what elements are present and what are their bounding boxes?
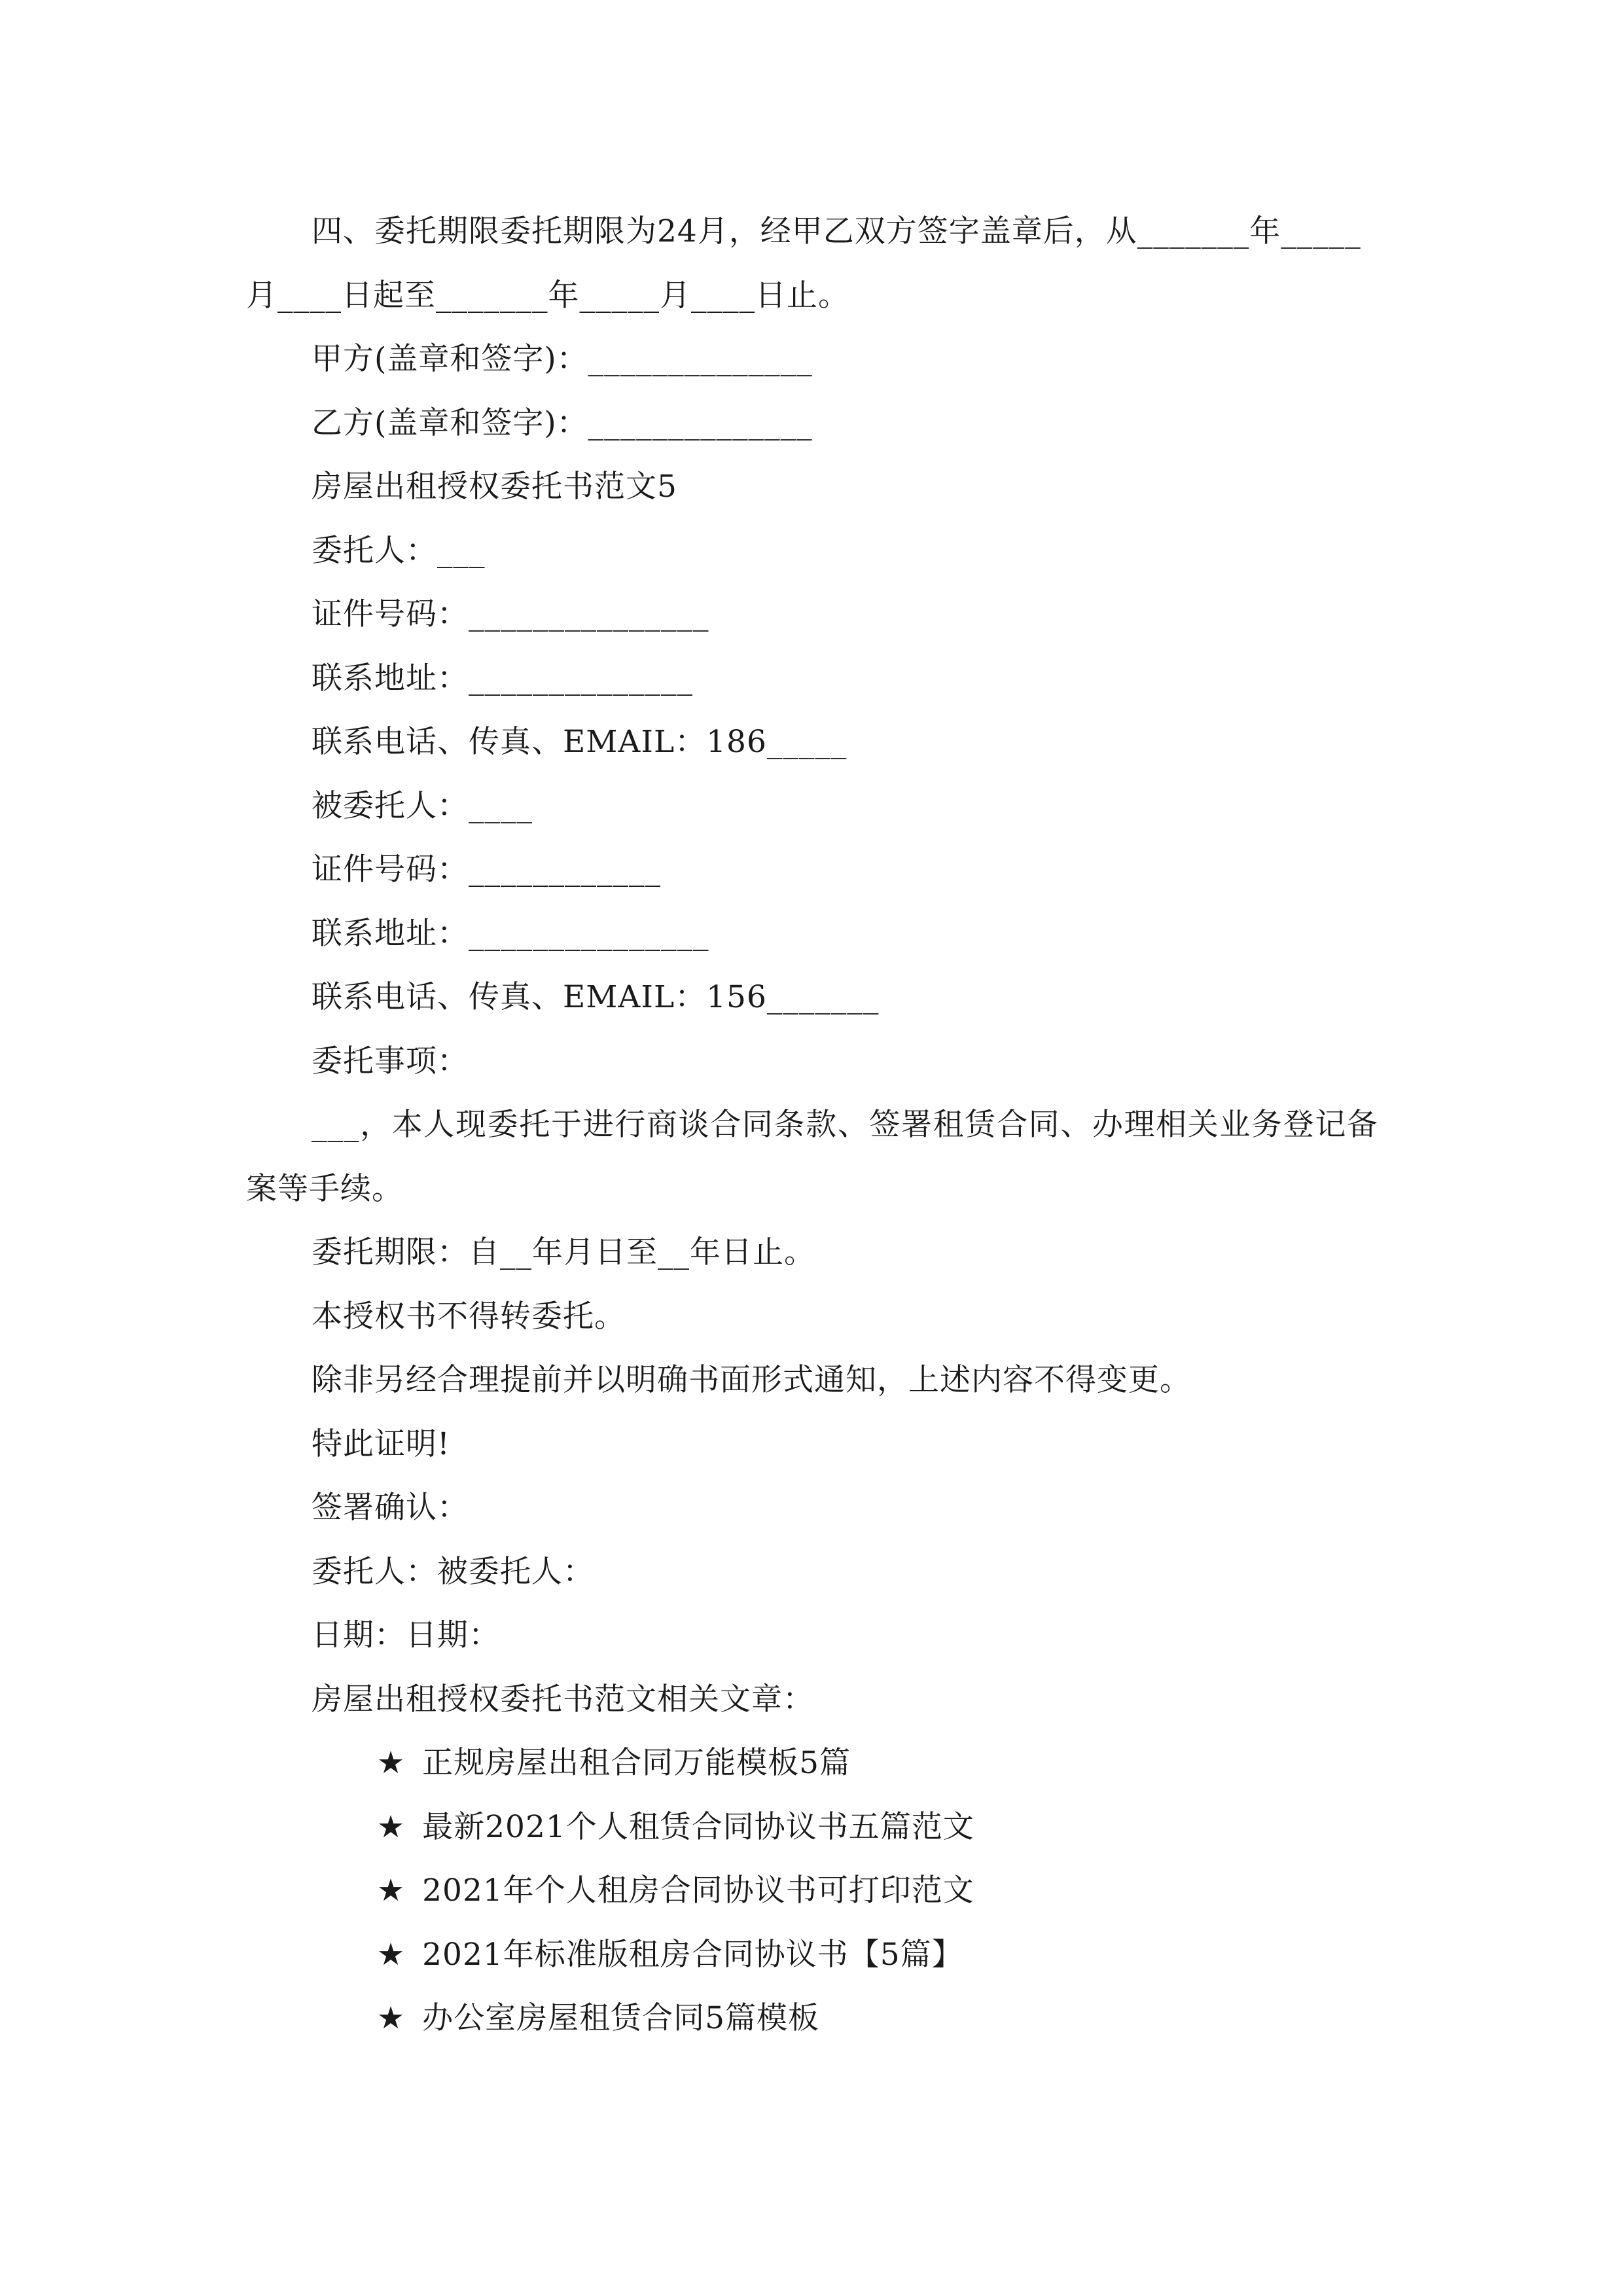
star-icon: ★ [377, 1808, 406, 1845]
agent-id-field: 证件号码：____________ [312, 852, 661, 888]
related-article-link[interactable] [246, 1859, 1378, 1923]
party-a-signature: 甲方(盖章和签字)：______________ [312, 341, 813, 377]
related-article-link[interactable] [246, 1923, 1378, 1987]
sample-title: 房屋出租授权委托书范文5 [312, 469, 677, 505]
party-b-signature: 乙方(盖章和签字)：______________ [312, 404, 813, 441]
related-article-link[interactable] [246, 1795, 1378, 1859]
term-clause-line-1: 四、委托期限委托期限为24月，经甲乙双方签字盖章后，从_______年_____ [312, 213, 1361, 249]
notice-clause: 除非另经合理提前并以明确书面形式通知，上述内容不得变更。 [312, 1362, 1191, 1398]
sign-dates-line: 日期：日期： [312, 1617, 500, 1653]
certify-line: 特此证明! [312, 1426, 450, 1462]
related-article-title: 2021年个人租房合同协议书可打印范文 [422, 1873, 974, 1909]
period-field: 委托期限：自__年月日至__年日止。 [312, 1234, 815, 1270]
related-article-title: 办公室房屋租赁合同5篇模板 [422, 2000, 820, 2036]
term-clause-line-2: 月____日起至_______年_____月____日止。 [246, 277, 849, 314]
related-article-link[interactable] [246, 1986, 1378, 2051]
star-icon: ★ [377, 1936, 406, 1973]
agent-address-field: 联系地址：_______________ [312, 915, 709, 952]
principal-address-field: 联系地址：______________ [312, 660, 693, 696]
principal-contact-field: 联系电话、传真、EMAIL：186_____ [312, 724, 847, 760]
sign-parties-line: 委托人：被委托人： [312, 1553, 594, 1590]
matters-body: ___，本人现委托于进行商谈合同条款、签署租赁合同、办理相关业务登记备案等手续。 [246, 1107, 1378, 1207]
star-icon: ★ [377, 1745, 406, 1781]
related-article-link[interactable] [246, 1731, 1378, 1795]
matters-label: 委托事项： [312, 1043, 469, 1079]
agent-contact-field: 联系电话、传真、EMAIL：156_______ [312, 979, 880, 1015]
principal-field: 委托人：___ [312, 532, 486, 569]
document-body [246, 200, 1378, 2051]
star-icon: ★ [377, 1873, 406, 1909]
related-article-title: 最新2021个人租赁合同协议书五篇范文 [422, 1808, 974, 1845]
related-articles-title: 房屋出租授权委托书范文相关文章： [312, 1681, 814, 1717]
no-transfer-clause: 本授权书不得转委托。 [312, 1298, 626, 1335]
star-icon: ★ [377, 2000, 406, 2036]
sign-confirm-label: 签署确认： [312, 1490, 469, 1526]
principal-id-field: 证件号码：_______________ [312, 596, 709, 632]
agent-field: 被委托人：____ [312, 787, 533, 824]
related-article-title: 2021年标准版租房合同协议书【5篇】 [422, 1936, 963, 1973]
related-article-title: 正规房屋出租合同万能模板5篇 [422, 1745, 851, 1781]
